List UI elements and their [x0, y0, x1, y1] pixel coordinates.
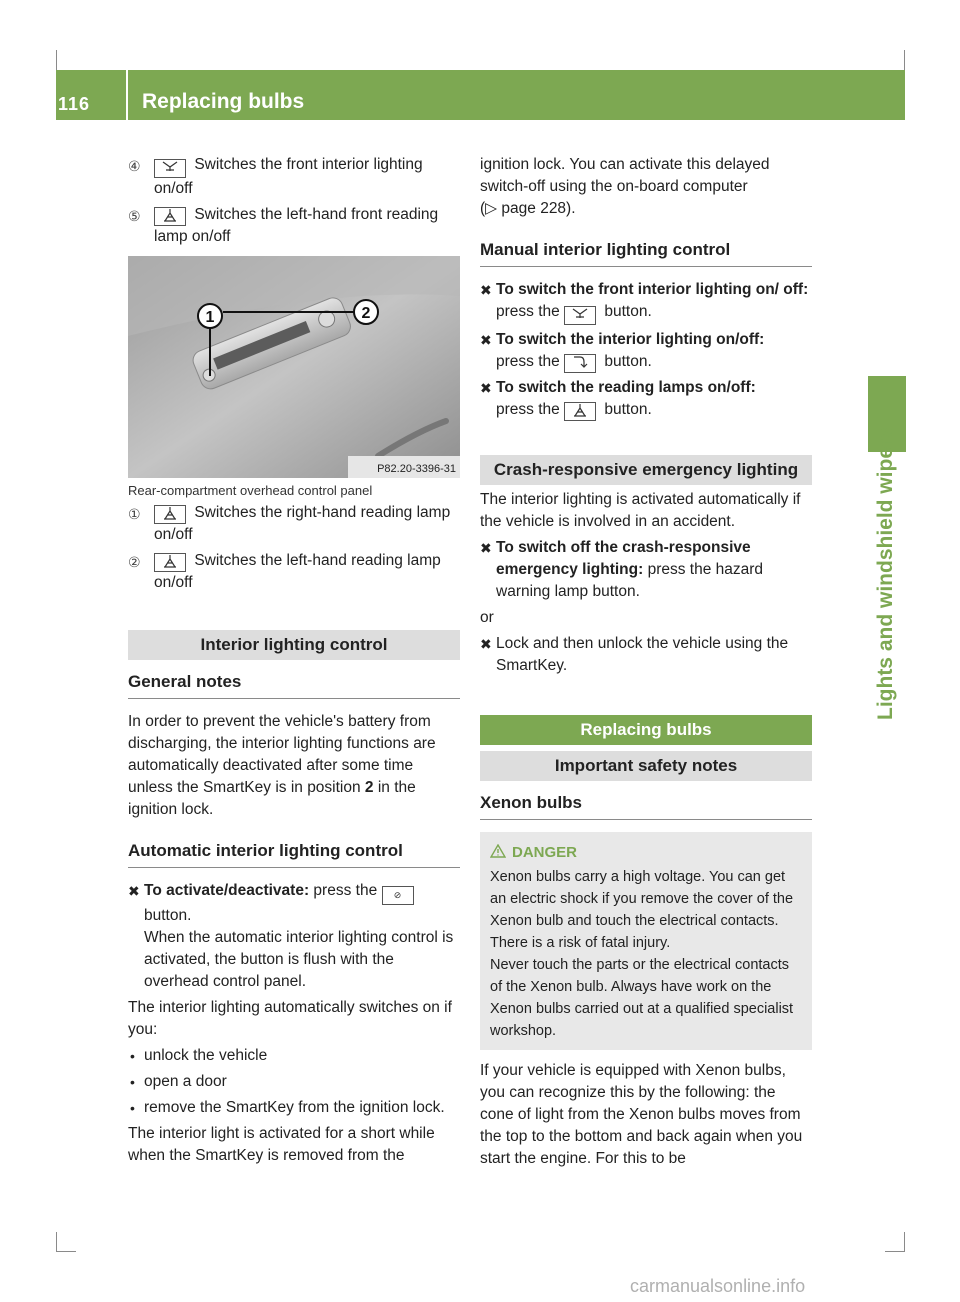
step-text: press the: [496, 401, 565, 418]
step-marker-icon: ✖: [480, 636, 492, 652]
section-band-safety: Important safety notes: [480, 751, 812, 781]
bullet-icon: •: [130, 1074, 135, 1090]
key-position: 2: [364, 779, 374, 796]
step-marker-icon: ✖: [480, 332, 492, 348]
step-text: press the: [496, 303, 565, 320]
danger-paragraph: Never touch the parts or the electrical contacts of the Xenon bulb. Always have work on the Xenon bulbs carried out at a qualified specialist workshop.: [490, 957, 794, 1039]
step-label: To switch off the crash-responsive emergency lighting:: [496, 539, 751, 578]
step-label: To activate/deactivate:: [144, 882, 310, 899]
legend-text: Switches the right-hand reading lamp on/off: [154, 504, 451, 543]
page-title: Replacing bulbs: [142, 90, 305, 113]
legend-number: ⑤: [128, 208, 141, 224]
step-marker-icon: ✖: [480, 380, 492, 396]
manual-step-reading: [480, 377, 812, 421]
continuation-body: ignition lock. You can activate this delayed switch-off using the on-board computer: [480, 156, 770, 195]
warning-triangle-icon: [490, 844, 506, 858]
photo-code: P82.20-3396-31: [377, 463, 456, 475]
step-text-after: button.: [600, 303, 652, 320]
reading-lamp-icon: [154, 505, 186, 524]
section-band-interior-lighting: Interior lighting control: [128, 630, 460, 660]
page-ref-arrow-icon: (▷: [480, 200, 498, 217]
step-detail: When the automatic interior lighting control is activated, the button is flush with the overhead control panel.: [144, 929, 454, 990]
bullet-item: [128, 1071, 460, 1093]
step-marker-icon: ✖: [480, 540, 492, 556]
general-notes-paragraph: [128, 711, 460, 821]
xenon-heading: Xenon bulbs: [480, 791, 812, 820]
xenon-text: If your vehicle is equipped with Xenon bulbs, you can recognize this by the following: the cone of light from the Xenon bulbs moves from the top to the bottom and back again when you start the engine. For this to be: [480, 1062, 803, 1167]
crop-mark: [904, 50, 905, 70]
callout-2: 2: [361, 305, 371, 322]
step-text-after: button.: [600, 353, 652, 370]
legend-item-4: [128, 154, 460, 200]
danger-title: [490, 842, 802, 864]
reading-lamp-icon: [154, 207, 186, 226]
header-divider: [126, 70, 128, 120]
danger-box: [480, 832, 812, 1050]
general-notes-text-end: in the ignition lock.: [128, 779, 416, 818]
page-number: 116: [58, 94, 91, 114]
manual-step-interior: [480, 329, 812, 373]
front-interior-light-icon: [154, 159, 186, 178]
legend-number: ④: [128, 158, 141, 174]
reading-lamp-icon: [154, 553, 186, 572]
step-text: Lock and then unlock the vehicle using the SmartKey.: [496, 635, 789, 674]
legend-text: Switches the front interior lighting on/off: [154, 156, 423, 197]
legend-number: ②: [128, 554, 141, 570]
photo-caption: Rear-compartment overhead control panel: [128, 483, 373, 498]
crop-mark: [904, 1232, 905, 1252]
right-column: [480, 154, 812, 1170]
step-marker-icon: ✖: [128, 883, 140, 899]
step-text-after: button.: [600, 401, 652, 418]
crop-mark: [885, 1251, 905, 1252]
overhead-panel-photo: [128, 256, 460, 478]
bullet-item: [128, 1045, 460, 1067]
manual-lighting-heading: Manual interior lighting control: [480, 238, 812, 267]
bullet-icon: •: [130, 1100, 135, 1116]
auto-light-off-icon: ⊘: [382, 886, 414, 905]
auto-lighting-step: [128, 880, 460, 993]
reading-lamp-icon: [564, 402, 596, 421]
crash-step-alt: [480, 633, 812, 677]
danger-paragraph: Xenon bulbs carry a high voltage. You can get an electric shock if you remove the cover of the Xenon bulb and touch the electrical contacts. There is a risk of fatal injury.: [490, 869, 794, 951]
legend-item-5: [128, 204, 460, 248]
manual-step-front: [480, 279, 812, 325]
auto-closing-text: The interior light is activated for a short while when the SmartKey is removed from the: [128, 1125, 435, 1164]
legend-text: Switches the left-hand reading lamp on/off: [154, 552, 441, 591]
legend-item-2: [128, 550, 460, 594]
legend-text: Switches the left-hand front reading lamp on/off: [154, 206, 439, 245]
step-label: To switch the reading lamps on/off:: [496, 379, 756, 396]
watermark: carmanualsonline.info: [630, 1276, 806, 1296]
bullet-text: unlock the vehicle: [144, 1047, 268, 1064]
step-text: press the: [309, 882, 382, 899]
danger-label: DANGER: [512, 844, 578, 861]
auto-lighting-heading: Automatic interior lighting control: [128, 839, 460, 868]
auto-switches-intro: The interior lighting automatically switches on if you:: [128, 999, 452, 1038]
legend-item-1: [128, 502, 460, 546]
crop-mark: [56, 50, 57, 70]
bullet-icon: •: [130, 1048, 135, 1064]
step-text: press the: [496, 353, 565, 370]
crop-mark: [56, 1232, 57, 1252]
step-text-button: button.: [144, 907, 192, 924]
step-marker-icon: ✖: [480, 282, 492, 298]
side-tab-text: Lights and windshield wipers: [874, 427, 897, 720]
interior-light-icon: [564, 354, 596, 373]
step-label: To switch the front interior lighting on/ off:: [496, 281, 809, 298]
step-text: press the hazard warning lamp button.: [496, 561, 764, 600]
continuation-text: [480, 154, 812, 220]
front-interior-light-icon: [564, 306, 596, 325]
bullet-item: [128, 1097, 460, 1119]
section-band-replacing-bulbs: Replacing bulbs: [480, 715, 812, 745]
general-notes-heading: General notes: [128, 670, 460, 699]
general-notes-text: In order to prevent the vehicle's battery from discharging, the interior lighting functions are automatically deactivated after some time unless the SmartKey is in position: [128, 713, 436, 796]
crash-text: The interior lighting is activated automatically if the vehicle is involved in an accident.: [480, 491, 801, 530]
bullet-text: remove the SmartKey from the ignition lock.: [144, 1099, 445, 1116]
or-text: or: [480, 609, 494, 626]
crop-mark: [56, 1251, 76, 1252]
legend-number: ①: [128, 506, 141, 522]
crash-step: [480, 537, 812, 603]
left-column: [128, 154, 460, 1167]
callout-1: 1: [205, 309, 215, 326]
section-band-crash: Crash-responsive emergency lighting: [480, 455, 812, 485]
bullet-text: open a door: [144, 1073, 227, 1090]
step-label: To switch the interior lighting on/off:: [496, 331, 765, 348]
page-reference-link[interactable]: page 228).: [501, 200, 576, 217]
